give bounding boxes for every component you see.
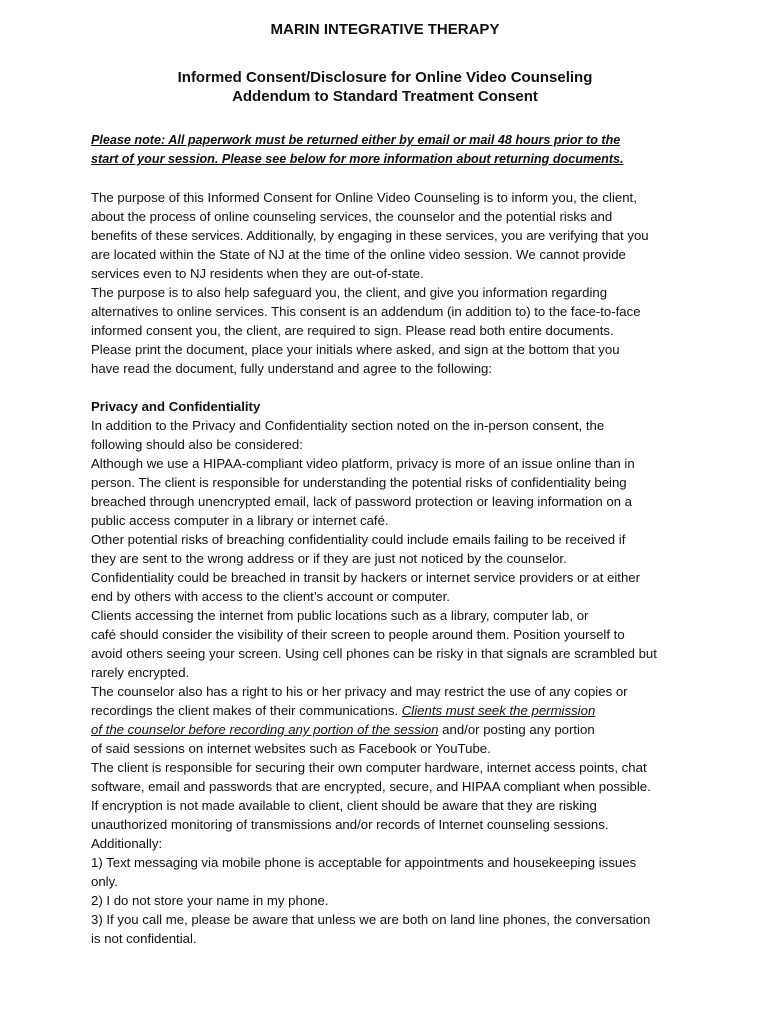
- privacy-line: following should also be considered:: [91, 437, 303, 452]
- purpose-line: informed consent you, the client, are required to sign. Please read both entire documents.: [91, 323, 614, 338]
- note-line-1: Please note: All paperwork must be returned either by email or mail 48 hours prior to the: [91, 133, 621, 147]
- privacy-line: they are sent to the wrong address or if they are just not noticed by the counselor.: [91, 551, 567, 566]
- privacy-line: Clients accessing the internet from public locations such as a library, computer lab, or: [91, 608, 589, 623]
- list-item: only.: [91, 874, 118, 889]
- privacy-line: If encryption is not made available to client, client should be aware that they are risking: [91, 798, 597, 813]
- recordings-text: recordings the client makes of their communications.: [91, 703, 402, 718]
- privacy-line: unauthorized monitoring of transmissions and/or records of Internet counseling sessions.: [91, 817, 609, 832]
- privacy-line: person. The client is responsible for understanding the potential risks of confidentiality being: [91, 475, 627, 490]
- permission-emphasis-continued: of the counselor before recording any portion of the session: [91, 722, 439, 737]
- privacy-line: The counselor also has a right to his or her privacy and may restrict the use of any copies or: [91, 684, 628, 699]
- purpose-line: services even to NJ residents when they are out-of-state.: [91, 266, 424, 281]
- title-line-2: Addendum to Standard Treatment Consent: [232, 88, 538, 105]
- privacy-line: Other potential risks of breaching confidentiality could include emails failing to be received if: [91, 532, 626, 547]
- privacy-line: café should consider the visibility of their screen to people around them. Position yourself to: [91, 627, 625, 642]
- privacy-section: [91, 397, 691, 948]
- purpose-line: alternatives to online services. This consent is an addendum (in addition to) to the face-to-face: [91, 304, 641, 319]
- document-title: [0, 68, 770, 106]
- permission-emphasis: Clients must seek the permission: [401, 703, 596, 718]
- privacy-line: software, email and passwords that are encrypted, secure, and HIPAA compliant when possible.: [91, 779, 651, 794]
- list-item: 3) If you call me, please be aware that unless we are both on land line phones, the conversation: [91, 912, 651, 927]
- title-line-1: Informed Consent/Disclosure for Online Video Counseling: [177, 69, 593, 86]
- privacy-line: breached through unencrypted email, lack of password protection or leaving information on a: [91, 494, 633, 509]
- purpose-line: The purpose of this Informed Consent for Online Video Counseling is to inform you, the client,: [91, 190, 637, 205]
- purpose-line: about the process of online counseling services, the counselor and the potential risks and: [91, 209, 613, 224]
- privacy-line: avoid others seeing your screen. Using cell phones can be risky in that signals are scrambled but: [91, 646, 657, 661]
- privacy-heading: Privacy and Confidentiality: [91, 399, 261, 414]
- document-body: [91, 188, 691, 948]
- purpose-line: The purpose is to also help safeguard you, the client, and give you information regarding: [91, 285, 608, 300]
- privacy-line: public access computer in a library or internet café.: [91, 513, 389, 528]
- purpose-line: benefits of these services. Additionally, by engaging in these services, you are verifying that you: [91, 228, 649, 243]
- organization-name: MARIN INTEGRATIVE THERAPY: [270, 21, 500, 38]
- list-item: 2) I do not store your name in my phone.: [91, 893, 329, 908]
- purpose-line: are located within the State of NJ at the time of the online video session. We cannot provide: [91, 247, 626, 262]
- posting-text: and/or posting any portion: [438, 722, 595, 737]
- privacy-line: Additionally:: [91, 836, 163, 851]
- returning-documents-note: [91, 131, 691, 169]
- privacy-line: The client is responsible for securing their own computer hardware, internet access points, chat: [91, 760, 647, 775]
- list-item: 1) Text messaging via mobile phone is acceptable for appointments and housekeeping issues: [91, 855, 637, 870]
- recordings-line: [91, 701, 691, 720]
- purpose-line: have read the document, fully understand and agree to the following:: [91, 361, 493, 376]
- privacy-line: In addition to the Privacy and Confidentiality section noted on the in-person consent, the: [91, 418, 605, 433]
- counselor-permission-line: [91, 720, 691, 739]
- privacy-line: end by others with access to the client’s account or computer.: [91, 589, 450, 604]
- privacy-line: Confidentiality could be breached in transit by hackers or internet service providers or at either: [91, 570, 641, 585]
- section-spacer: [91, 378, 691, 397]
- purpose-line: Please print the document, place your initials where asked, and sign at the bottom that you: [91, 342, 620, 357]
- note-line-2: start of your session. Please see below for more information about returning documents.: [91, 152, 624, 166]
- privacy-line: Although we use a HIPAA-compliant video platform, privacy is more of an issue online than in: [91, 456, 635, 471]
- purpose-section: [91, 188, 691, 378]
- privacy-line: rarely encrypted.: [91, 665, 190, 680]
- list-item: is not confidential.: [91, 931, 197, 946]
- privacy-line: of said sessions on internet websites such as Facebook or YouTube.: [91, 741, 491, 756]
